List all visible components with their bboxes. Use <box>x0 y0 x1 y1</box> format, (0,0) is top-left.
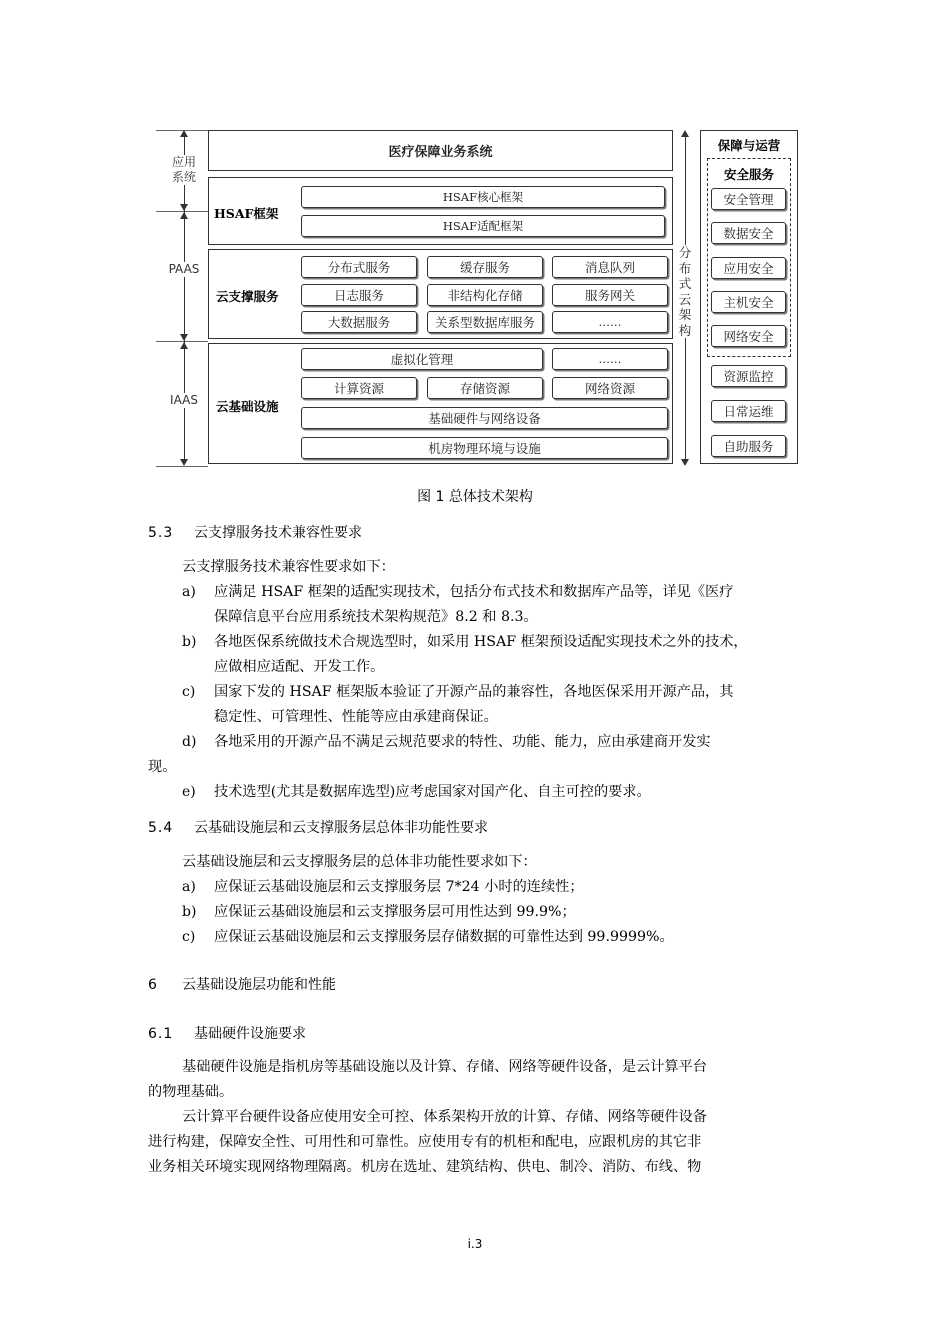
section-heading-6 <box>148 974 336 994</box>
section-title: 云基础设施层和云支撑服务层总体非功能性要求 <box>194 820 488 836</box>
hsaf-core-box: HSAF核心框架 <box>301 186 665 208</box>
cloud-support-item: 服务网关 <box>552 284 668 306</box>
architecture-diagram <box>0 0 950 480</box>
paragraph: 云基础设施层和云支撑服务层的总体非功能性要求如下： <box>182 854 537 870</box>
page-number: i.3 <box>467 1237 483 1251</box>
cloud-support-item: 非结构化存储 <box>427 284 543 306</box>
section-number: 6 <box>148 977 158 993</box>
paragraph: 业务相关环境实现网络物理隔离。机房在选址、建筑结构、供电、制冷、消防、布线、物 <box>148 1159 702 1175</box>
list-item-text: 各地医保系统做技术合规选型时，如采用 HSAF 框架预设适配实现技术之外的技术， <box>214 634 748 650</box>
cloud-support-item: …… <box>552 311 668 333</box>
list-marker: c) <box>182 929 196 945</box>
paragraph: 进行构建，保障安全性、可用性和可靠性。应使用专有的机柜和配电，应跟机房的其它非 <box>148 1134 702 1150</box>
section-title: 云基础设施层功能和性能 <box>182 977 336 993</box>
list-item-text: 应做相应适配、开发工作。 <box>214 659 385 675</box>
security-services-title: 安全服务 <box>723 167 774 182</box>
paragraph: 云支撑服务技术兼容性要求如下： <box>182 559 395 575</box>
hsaf-frame-label: HSAF框架 <box>214 206 279 221</box>
cloud-support-item: 缓存服务 <box>427 256 543 278</box>
section-title: 云支撑服务技术兼容性要求 <box>194 525 362 541</box>
paragraph: 的物理基础。 <box>148 1084 234 1100</box>
list-item-text: 稳定性、可管理性、性能等应由承建商保证。 <box>214 709 498 725</box>
section-number: 5.4 <box>148 820 174 836</box>
label-iaas: IAAS <box>164 393 204 408</box>
cloud-support-item: 关系型数据库服务 <box>427 311 543 333</box>
list-item-text: 应保证云基础设施层和云支撑服务层可用性达到 99.9%； <box>214 904 576 920</box>
storage-box: 存储资源 <box>427 377 543 399</box>
section-heading-6-1 <box>148 1023 306 1043</box>
list-marker: c) <box>182 684 196 700</box>
list-item-text: 各地采用的开源产品不满足云规范要求的特性、功能、能力，应由承建商开发实 <box>214 734 711 750</box>
security-item: 主机安全 <box>711 291 786 313</box>
security-item: 数据安全 <box>711 222 786 244</box>
list-marker: a) <box>182 879 196 895</box>
figure-caption: 图 1 总体技术架构 <box>417 489 533 505</box>
medical-insurance-system-box: 医疗保障业务系统 <box>208 130 673 171</box>
paragraph: 云计算平台硬件设备应使用安全可控、体系架构开放的计算、存储、网络等硬件设备 <box>182 1109 707 1125</box>
hsaf-adapt-box: HSAF适配框架 <box>301 215 665 237</box>
assurance-ops-title: 保障与运营 <box>717 138 781 153</box>
network-box: 网络资源 <box>552 377 668 399</box>
hardware-box: 基础硬件与网络设备 <box>301 407 668 429</box>
section-heading-5-4 <box>148 817 488 837</box>
machine-room-box: 机房物理环境与设施 <box>301 437 668 459</box>
section-number: 6.1 <box>148 1026 174 1042</box>
cloud-support-item: 大数据服务 <box>301 311 417 333</box>
security-item: 安全管理 <box>711 188 786 210</box>
list-marker: b) <box>182 634 197 650</box>
list-item-text: 保障信息平台应用系统技术架构规范》8.2 和 8.3。 <box>214 609 538 625</box>
cloud-support-item: 日志服务 <box>301 284 417 306</box>
compute-box: 计算资源 <box>301 377 417 399</box>
security-item: 应用安全 <box>711 257 786 279</box>
cloud-support-label: 云支撑服务 <box>216 289 279 304</box>
paragraph: 基础硬件设施是指机房等基础设施以及计算、存储、网络等硬件设备，是云计算平台 <box>182 1059 707 1075</box>
ops-item: 自助服务 <box>711 435 786 457</box>
ops-item: 资源监控 <box>711 365 786 387</box>
list-marker: e) <box>182 784 196 800</box>
cloud-support-item: 分布式服务 <box>301 256 417 278</box>
list-item-text: 国家下发的 HSAF 框架版本验证了开源产品的兼容性，各地医保采用开源产品，其 <box>214 684 734 700</box>
ops-item: 日常运维 <box>711 400 786 422</box>
distributed-cloud-arch-label: 分 布 式 云 架 构 <box>678 245 692 338</box>
section-heading-5-3 <box>148 522 362 542</box>
list-item-text: 应保证云基础设施层和云支撑服务层存储数据的可靠性达到 99.9999%。 <box>214 929 674 945</box>
virtualization-box: 虚拟化管理 <box>301 348 543 370</box>
list-marker: a) <box>182 584 196 600</box>
cloud-infra-label: 云基础设施 <box>216 399 279 414</box>
cloud-support-item: 消息队列 <box>552 256 668 278</box>
label-paas: PAAS <box>164 262 204 277</box>
section-title: 基础硬件设施要求 <box>194 1026 306 1042</box>
label-app-system: 应用 系统 <box>164 155 204 185</box>
list-marker: d) <box>182 734 197 750</box>
list-item-text: 应保证云基础设施层和云支撑服务层 7*24 小时的连续性； <box>214 879 584 895</box>
list-item-text: 现。 <box>148 759 177 775</box>
list-marker: b) <box>182 904 197 920</box>
section-number: 5.3 <box>148 525 174 541</box>
security-item: 网络安全 <box>711 325 786 347</box>
list-item-text: 应满足 HSAF 框架的适配实现技术，包括分布式技术和数据库产品等，详见《医疗 <box>214 584 734 600</box>
infra-ellipsis-box: …… <box>552 348 668 370</box>
list-item-text: 技术选型(尤其是数据库选型)应考虑国家对国产化、自主可控的要求。 <box>214 784 651 800</box>
